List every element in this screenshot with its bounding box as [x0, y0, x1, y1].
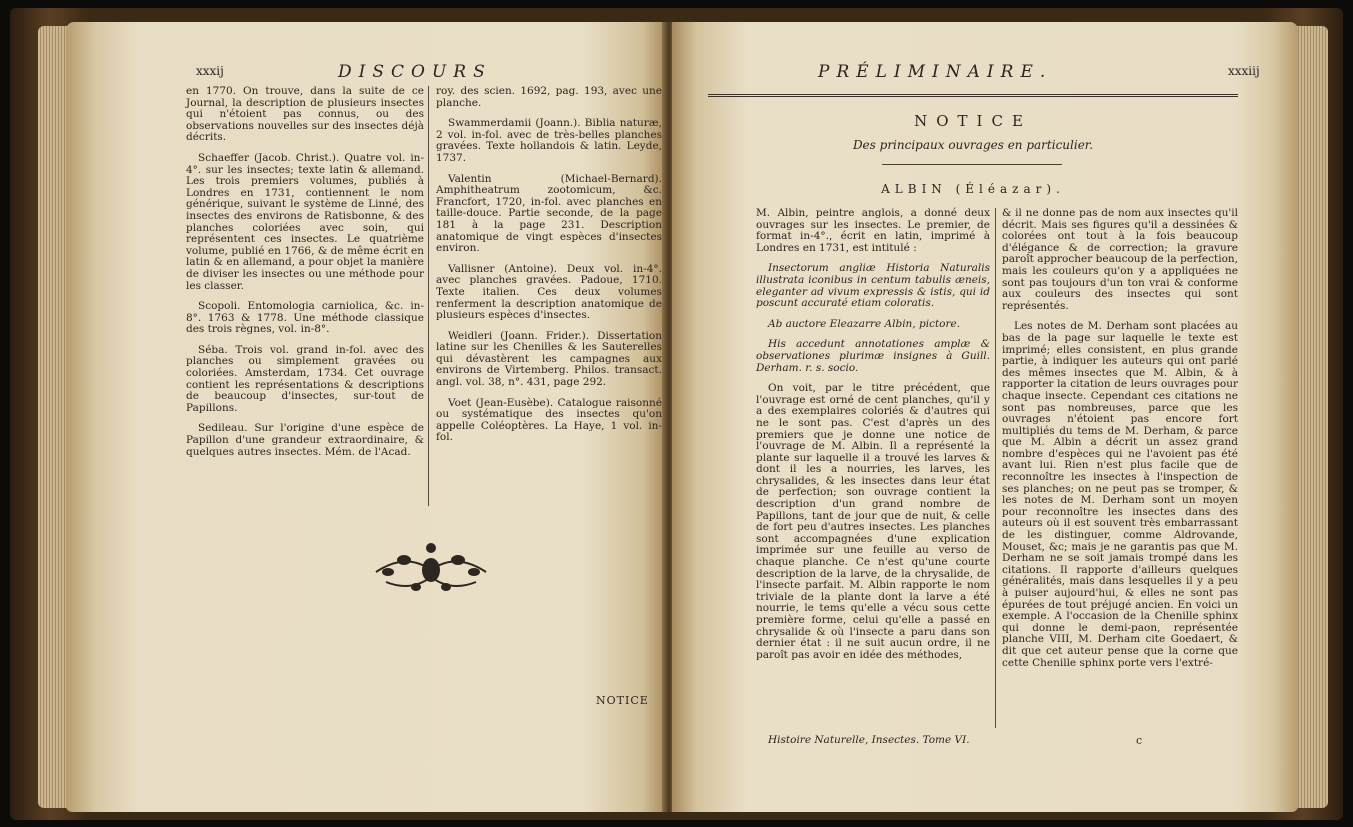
paragraph: Les notes de M. Derham sont placées au bas de la page sur laquelle le texte est imprimé; elles consistent, en plus grande partie, à indiquer les auteurs qui ont parlé des mêmes insectes que M. Albin, & à rapporter la citation de leurs ouvrages pour chaque insecte. Cependant ces citations ne sont pas nombreuses, parce que les ouvrages n'étoient pas encore fort multipliés du tems de M. Derham, & parce que M. Albin a décrit un assez grand nombre d'espèces qui ne l'avoient pas été avant lui. Rien n'est plus facile que de reconnoître les insectes à l'inspection de ses planches; on ne peut pas se tromper, & les notes de M. Derham sont un moyen pour reconnoître les insectes dans des auteurs où il est souvent très embarrassant de les distinguer, comme Aldrovande, Mouset, &c; mais je ne garantis pas que M. Derham ne se soit jamais trompé dans les citations. Il rapporte d'ailleurs quelques généralités, mais dans lesquelles il y a peu à puiser aujourd'hui, & elles ne sont pas épurées de tout préjugé ancien. En voici un exemple. A l'occasion de la Chenille sphinx qui donne le demi-paon, représentée planche VIII, M. Derham cite Goedaert, & dit que cet auteur pense que la corne que cette Chenille sphinx porte vers l'extré- [1002, 320, 1238, 669]
paragraph: Swammerdamii (Joann.). Biblia naturæ, 2 vol. in-fol. avec de très-belles planches gravées. Texte hollandois & latin. Leyde, 1737. [436, 117, 662, 164]
signature-mark: c [1136, 734, 1143, 747]
paragraph: Voet (Jean-Eusèbe). Catalogue raisonné ou systématique des insectes qu'on appelle Coléoptères. La Haye, 1 vol. in-fol. [436, 396, 662, 444]
left-page-number: xxxij [196, 64, 224, 78]
catchword: NOTICE [596, 694, 649, 707]
right-page [672, 22, 1298, 812]
paragraph: Weidleri (Joann. Frider.). Dissertation latine sur les Chenilles & les Sauterelles qui dévastèrent les campagnes aux environs de Virtemberg. Philos. transact. angl. vol. 38, n°. 431, page 292. [436, 329, 662, 389]
left-column-1 [186, 86, 424, 467]
paragraph: & il ne donne pas de nom aux insectes qu'il décrit. Mais ses figures qu'il a dessinées & colorées ont tout à la fois beaucoup d'élégance & de correction; la gravure paroît approcher beaucoup de la perfection, mais les couleurs qu'on y a appliquées ne sont pas toujours d'un ton vrai & conforme aux couleurs des insectes qui sont représentés. [1002, 207, 1238, 312]
right-column-1 [756, 208, 990, 670]
right-page-number: xxxiij [1228, 64, 1260, 78]
paragraph: Schaeffer (Jacob. Christ.). Quatre vol. in-4°. sur les insectes; texte latin & allemand. Les trois premiers volumes, publiés à Londres en 1731, contiennent le nom générique, suivant le système de Linné, des insectes des environs de Ratisbonne, & des planches coloriées avec soin, qui représentent ces insectes. Le quatrième volume, publié en 1766, & de même écrit en latin & en allemand, a pour objet la manière de diviser les insectes ou une méthode pour les classer. [186, 151, 424, 292]
paragraph: Sedileau. Sur l'origine d'une espèce de Papillon d'une grandeur extraordinaire, & quelques autres insectes. Mém. de l'Acad. [186, 422, 424, 458]
paragraph: roy. des scien. 1692, pag. 193, avec une planche. [436, 85, 662, 109]
column-divider [995, 208, 996, 728]
notice-title: NOTICE [914, 112, 1032, 130]
entry-heading: ALBIN (Éléazar). [881, 182, 1065, 196]
paragraph: Vallisner (Antoine). Deux vol. in-4°. avec planches gravées. Padoue, 1710. Texte italien. Ces deux volumes renferment la description anatomique de plusieurs espèces d'insectes. [436, 262, 662, 322]
left-running-head: DISCOURS [338, 62, 492, 82]
paragraph: M. Albin, peintre anglois, a donné deux ouvrages sur les insectes. Le premier, de format in-4°., écrit en latin, imprimé à Londres en 1731, est intitulé : [756, 207, 990, 254]
paragraph: Valentin (Michael-Bernard). Amphitheatrum zootomicum, &c. Francfort, 1720, in-fol. avec planches en taille-douce. Partie seconde, de la page 181 à la page 231. Description anatomique de vingt espèces d'insectes environ. [436, 172, 662, 255]
floral-ornament-icon [366, 532, 496, 602]
right-page-edges [1296, 26, 1328, 808]
left-column-2 [436, 86, 662, 453]
left-page [66, 22, 666, 812]
paragraph: Ab auctore Eleazarre Albin, pictore. [768, 317, 961, 330]
paragraph: On voit, par le titre précédent, que l'ouvrage est orné de cent planches, qu'il y a des exemplaires coloriés & d'autres qui ne le sont pas. C'est d'après un des premiers que je donne une notice de l'ouvrage de M. Albin. Il a représenté la plante sur laquelle il a trouvé les larves & dont il les a nourries, les larves, les chrysalides, & les insectes dans leur état de perfection; son ouvrage contient la description d'un grand nombre de Papillons, tant de jour que de nuit, & celle de fort peu d'autres insectes. Les planches sont accompagnées d'une explication imprimée sur une feuille au verso de chaque planche. Ce n'est qu'une courte description de la larve, de la chrysalide, de l'insecte parfait. M. Albin rapporte le nom triviale de la plante dont la larve a été nourrie, le tems qu'elle a vécu sous cette première forme, celui qu'elle a passé en chrysalide & où l'insecte a paru dans son dernier état : il ne suit aucun ordre, il ne paroît pas avoir en idée des méthodes, [756, 382, 990, 661]
right-column-2 [1002, 208, 1238, 678]
column-divider [428, 86, 429, 506]
paragraph: Scopoli. Entomologia carniolica, &c. in-8°. 1763 & 1778. Une méthode classique des trois règnes, vol. in-8°. [186, 300, 424, 336]
paragraph: Séba. Trois vol. grand in-fol. avec des planches ou simplement gravées ou coloriées. Amsterdam, 1734. Cet ouvrage contient les représentations & descriptions de beaucoup d'insectes, sur-tout de Papillons. [186, 343, 424, 414]
right-running-head: PRÉLIMINAIRE. [818, 62, 1053, 82]
paragraph: en 1770. On trouve, dans la suite de ce Journal, la description de plusieurs insectes qui n'étoient pas connus, ou des observations nouvelles sur des insectes déjà décrits. [186, 85, 424, 144]
footer-title: Histoire Naturelle, Insectes. Tome VI. [768, 734, 970, 746]
short-rule [882, 164, 1062, 165]
notice-subtitle: Des principaux ouvrages en particulier. [852, 138, 1094, 152]
double-rule [708, 94, 1238, 97]
paragraph: Insectorum angliæ Historia Naturalis illustrata iconibus in centum tabulis æneis, eleganter ad vivum expressis & istis, qui id poscunt accuraté etiam coloratis. [756, 262, 990, 310]
paragraph: His accedunt annotationes amplæ & observationes plurimæ insignes à Guill. Derham. r. s. socio. [756, 338, 990, 374]
